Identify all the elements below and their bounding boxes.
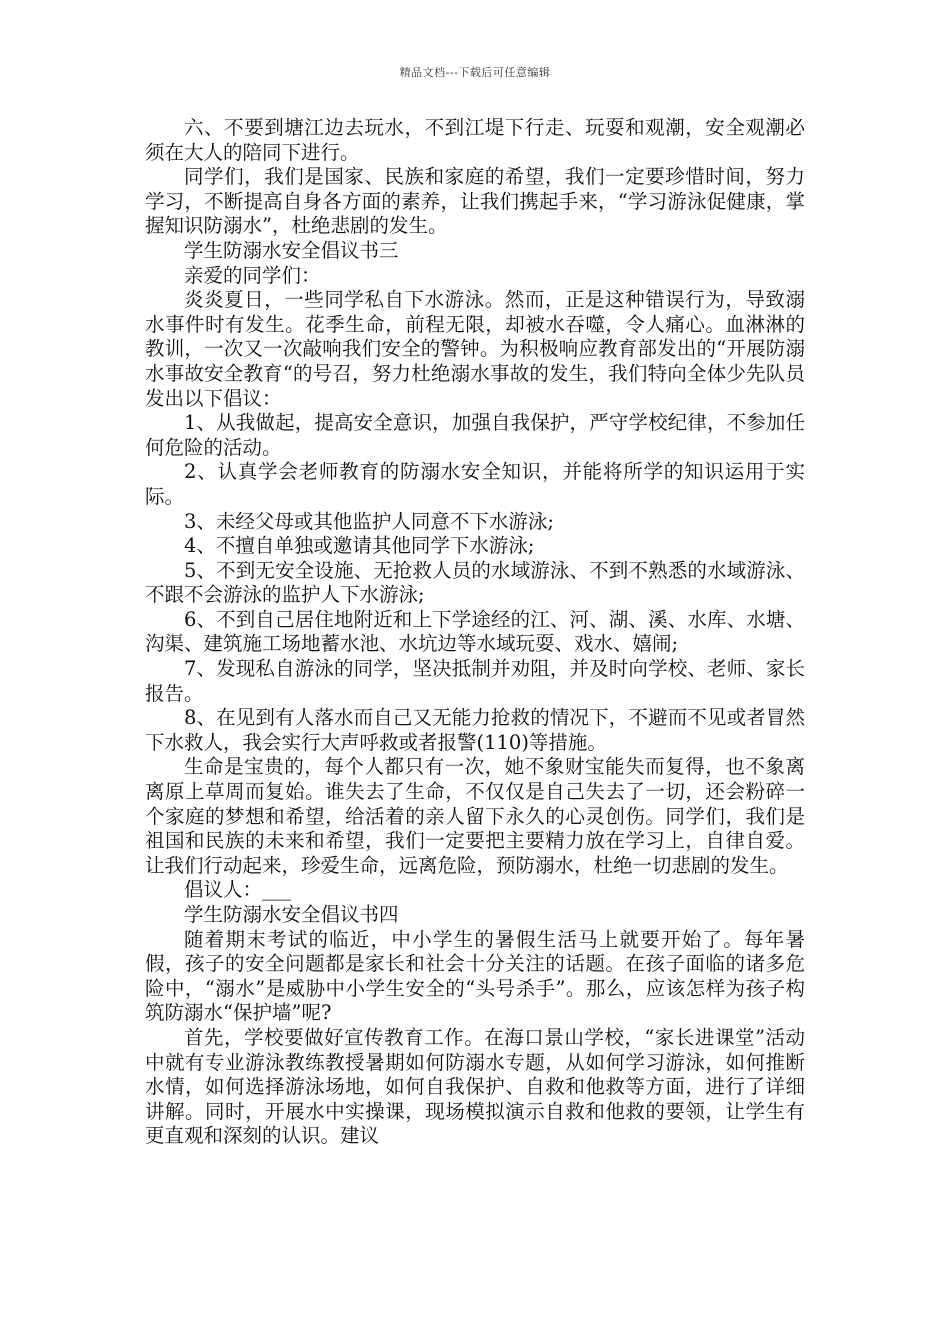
paragraph-school-education: 首先，学校要做好宣传教育工作。在海口景山学校，“家长进课堂”活动中就有专业游泳教练教授暑期如何防溺水专题，从如何学习游泳，如何推断水情，如何选择游泳场地，如何自我保护、自救和他救等方面，进行了详细讲解。同时，开展水中实操课，现场模拟演示自救和他救的要领，让学生有更直观和深刻的认识。建议 xyxy=(145,1025,805,1148)
section-title-proposal-3: 学生防溺水安全倡议书三 xyxy=(184,238,399,262)
list-item-3: 3、未经父母或其他监护人同意不下水游泳; xyxy=(184,509,554,533)
signature-line: 倡议人：___ xyxy=(184,878,292,902)
paragraph-summer-intro: 随着期末考试的临近，中小学生的暑假生活马上就要开始了。每年暑假，孩子的安全问题都是家长和社会十分关注的话题。在孩子面临的诸多危险中，“溺水”是威胁中小学生安全的“头号杀手”。那么，应该怎样为孩子构筑防溺水“保护墙”呢? xyxy=(145,927,805,1025)
paragraph-closing-appeal: 同学们，我们是国家、民族和家庭的希望，我们一定要珍惜时间，努力学习，不断提高自身各方面的素养，让我们携起手来，“学习游泳促健康，掌握知识防溺水”，杜绝悲剧的发生。 xyxy=(145,165,805,238)
document-body xyxy=(145,116,805,1149)
paragraph-intro: 炎炎夏日，一些同学私自下水游泳。然而，正是这种错误行为，导致溺水事件时有发生。花季生命，前程无限，却被水吞噬，令人痛心。血淋淋的教训，一次又一次敲响我们安全的警钟。为积极响应教育部发出的“开展防溺水事故安全教育“的号召，努力杜绝溺水事故的发生，我们特向全体少先队员发出以下倡议： xyxy=(145,288,805,410)
paragraph-life-precious: 生命是宝贵的，每个人都只有一次，她不象财宝能失而复得，也不象离离原上草周而复始。谁失去了生命，不仅仅是自己失去了一切，还会粉碎一个家庭的梦想和希望，给活着的亲人留下永久的心灵创伤。同学们，我们是祖国和民族的未来和希望，我们一定要把主要精力放在学习上，自律自爱。让我们行动起来，珍爱生命，远离危险，预防溺水，杜绝一切悲剧的发生。 xyxy=(145,755,805,877)
list-item-5: 5、不到无安全设施、无抢救人员的水域游泳、不到不熟悉的水域游泳、不跟不会游泳的监护人下水游泳; xyxy=(145,558,805,607)
list-item-6: 6、不到自己居住地附近和上下学途经的江、河、湖、溪、水库、水塘、沟渠、建筑施工场地蓄水池、水坑边等水域玩耍、戏水、嬉闹; xyxy=(145,607,805,656)
salutation: 亲爱的同学们： xyxy=(184,263,321,287)
list-item-7: 7、发现私自游泳的同学，坚决抵制并劝阻，并及时向学校、老师、家长报告。 xyxy=(145,657,805,705)
section-title-proposal-4: 学生防溺水安全倡议书四 xyxy=(184,903,399,926)
paragraph-safety-rule-6: 六、不要到塘江边去玩水，不到江堤下行走、玩耍和观潮，安全观潮必须在大人的陪同下进行。 xyxy=(145,116,805,164)
list-item-2: 2、认真学会老师教育的防溺水安全知识，并能将所学的知识运用于实际。 xyxy=(145,460,805,508)
list-item-8: 8、在见到有人落水而自己又无能力抢救的情况下，不避而不见或者冒然下水救人，我会实行大声呼救或者报警(110)等措施。 xyxy=(145,706,805,754)
list-item-4: 4、不擅自单独或邀请其他同学下水游泳; xyxy=(184,534,535,558)
list-item-1: 1、从我做起，提高安全意识，加强自我保护，严守学校纪律，不参加任何危险的活动。 xyxy=(145,411,805,459)
page-header: 精品文档---下载后可任意编辑 xyxy=(399,66,551,79)
